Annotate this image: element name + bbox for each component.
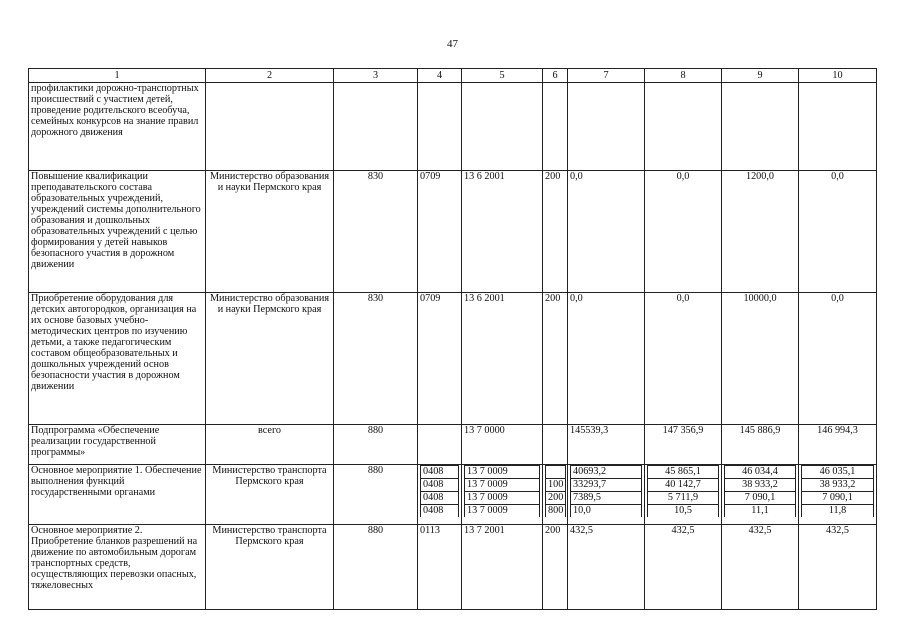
- table-row: [29, 171, 877, 293]
- vr-code: 200: [543, 171, 568, 293]
- program-name: профилактики дорожно-транспортных происшествий с участием детей, проведение родительского всеобуча, семейных конкурсов на знание правил дорожного движения: [29, 83, 206, 171]
- executor: Министерство образования и науки Пермского края: [206, 171, 334, 293]
- sub-cell: 0408: [421, 479, 459, 492]
- program-name: Приобретение оборудования для детских автогородков, организация на их основе базовых учебно-методических центров по изучению детьми, а также педагогическим составом общеобразовательных и дошкольных учреждений основ безопасности участия в дорожном движении: [29, 293, 206, 425]
- value-col8: 0,0: [645, 293, 722, 425]
- vr-code: [543, 465, 568, 525]
- sub-cell: 7 090,1: [802, 492, 874, 505]
- value-col10: 146 994,3: [799, 425, 877, 465]
- sub-cell: 800: [546, 505, 566, 518]
- table-row: [29, 425, 877, 465]
- value-col7: 0,0: [568, 293, 645, 425]
- value-col8: 0,0: [645, 171, 722, 293]
- csr-code: 13 7 2001: [462, 525, 543, 610]
- sub-cell: 11,1: [725, 505, 796, 518]
- sub-cell: 5 711,9: [648, 492, 719, 505]
- vr-code: 200: [543, 525, 568, 610]
- value-col7: 145539,3: [568, 425, 645, 465]
- sub-cell: 38 933,2: [725, 479, 796, 492]
- sub-cell: 10,5: [648, 505, 719, 518]
- table-row: [29, 293, 877, 425]
- sub-cell: 0408: [421, 505, 459, 518]
- table-row: [29, 465, 877, 525]
- value-col9: 145 886,9: [722, 425, 799, 465]
- value-col10: [799, 83, 877, 171]
- grbs-code: 880: [334, 525, 418, 610]
- sub-cell: 13 7 0009: [465, 466, 540, 479]
- section-code: [418, 83, 462, 171]
- vr-code: [543, 83, 568, 171]
- section-code: 0709: [418, 171, 462, 293]
- program-name: Подпрограмма «Обеспечение реализации государственной программы»: [29, 425, 206, 465]
- csr-code: [462, 83, 543, 171]
- sub-cell: 38 933,2: [802, 479, 874, 492]
- value-col7: [568, 83, 645, 171]
- table-row: [29, 525, 877, 610]
- column-header: 3: [334, 69, 418, 83]
- column-header: 5: [462, 69, 543, 83]
- grbs-code: 830: [334, 293, 418, 425]
- value-col9: [722, 465, 799, 525]
- value-col7: [568, 465, 645, 525]
- value-col10: 0,0: [799, 293, 877, 425]
- value-col8: 147 356,9: [645, 425, 722, 465]
- value-col8: [645, 465, 722, 525]
- column-header: 8: [645, 69, 722, 83]
- value-col7: 0,0: [568, 171, 645, 293]
- sub-cell: 40693,2: [571, 466, 642, 479]
- column-header: 10: [799, 69, 877, 83]
- sub-cell: 0408: [421, 492, 459, 505]
- executor: всего: [206, 425, 334, 465]
- table-row: [29, 83, 877, 171]
- sub-cell: 46 034,4: [725, 466, 796, 479]
- program-name: Основное мероприятие 2. Приобретение бланков разрешений на движение по автомобильным дорогам транспортных средств, осуществляющих перевозки опасных, тяжеловесных: [29, 525, 206, 610]
- sub-cell: 13 7 0009: [465, 505, 540, 518]
- vr-code: 200: [543, 293, 568, 425]
- section-code: 0113: [418, 525, 462, 610]
- program-name: Основное мероприятие 1. Обеспечение выполнения функций государственными органами: [29, 465, 206, 525]
- value-col8: 432,5: [645, 525, 722, 610]
- sub-cell: 7 090,1: [725, 492, 796, 505]
- value-col10: [799, 465, 877, 525]
- sub-cell: 0408: [421, 466, 459, 479]
- value-col8: [645, 83, 722, 171]
- value-col7: 432,5: [568, 525, 645, 610]
- sub-cell: 46 035,1: [802, 466, 874, 479]
- value-col10: 432,5: [799, 525, 877, 610]
- executor: Министерство образования и науки Пермского края: [206, 293, 334, 425]
- sub-cell: 13 7 0009: [465, 479, 540, 492]
- grbs-code: 880: [334, 465, 418, 525]
- executor: [206, 83, 334, 171]
- executor: Министерство транспорта Пермского края: [206, 465, 334, 525]
- csr-code: 13 6 2001: [462, 293, 543, 425]
- grbs-code: 880: [334, 425, 418, 465]
- value-col9: 1200,0: [722, 171, 799, 293]
- sub-cell: 7389,5: [571, 492, 642, 505]
- section-code: [418, 425, 462, 465]
- column-header: 6: [543, 69, 568, 83]
- sub-cell: 13 7 0009: [465, 492, 540, 505]
- csr-code: 13 6 2001: [462, 171, 543, 293]
- grbs-code: [334, 83, 418, 171]
- value-col9: [722, 83, 799, 171]
- value-col9: 432,5: [722, 525, 799, 610]
- sub-cell: 33293,7: [571, 479, 642, 492]
- sub-cell: 100: [546, 479, 566, 492]
- grbs-code: 830: [334, 171, 418, 293]
- executor: Министерство транспорта Пермского края: [206, 525, 334, 610]
- vr-code: [543, 425, 568, 465]
- column-header: 2: [206, 69, 334, 83]
- sub-cell: 11,8: [802, 505, 874, 518]
- sub-cell: 40 142,7: [648, 479, 719, 492]
- sub-cell: [546, 466, 566, 479]
- budget-table: [28, 68, 877, 610]
- column-header: 4: [418, 69, 462, 83]
- value-col9: 10000,0: [722, 293, 799, 425]
- section-code: [418, 465, 462, 525]
- csr-code: [462, 465, 543, 525]
- column-header: 7: [568, 69, 645, 83]
- sub-cell: 10,0: [571, 505, 642, 518]
- sub-cell: 45 865,1: [648, 466, 719, 479]
- program-name: Повышение квалификации преподавательского состава образовательных учреждений, учреждений системы дополнительного образования и дошкольных образовательных учреждений с целью формирования у детей навыков безопасного участия в дорожном движении: [29, 171, 206, 293]
- section-code: 0709: [418, 293, 462, 425]
- value-col10: 0,0: [799, 171, 877, 293]
- csr-code: 13 7 0000: [462, 425, 543, 465]
- page-number: 47: [447, 38, 458, 50]
- column-header: 9: [722, 69, 799, 83]
- sub-cell: 200: [546, 492, 566, 505]
- header-row: [29, 69, 877, 83]
- column-header: 1: [29, 69, 206, 83]
